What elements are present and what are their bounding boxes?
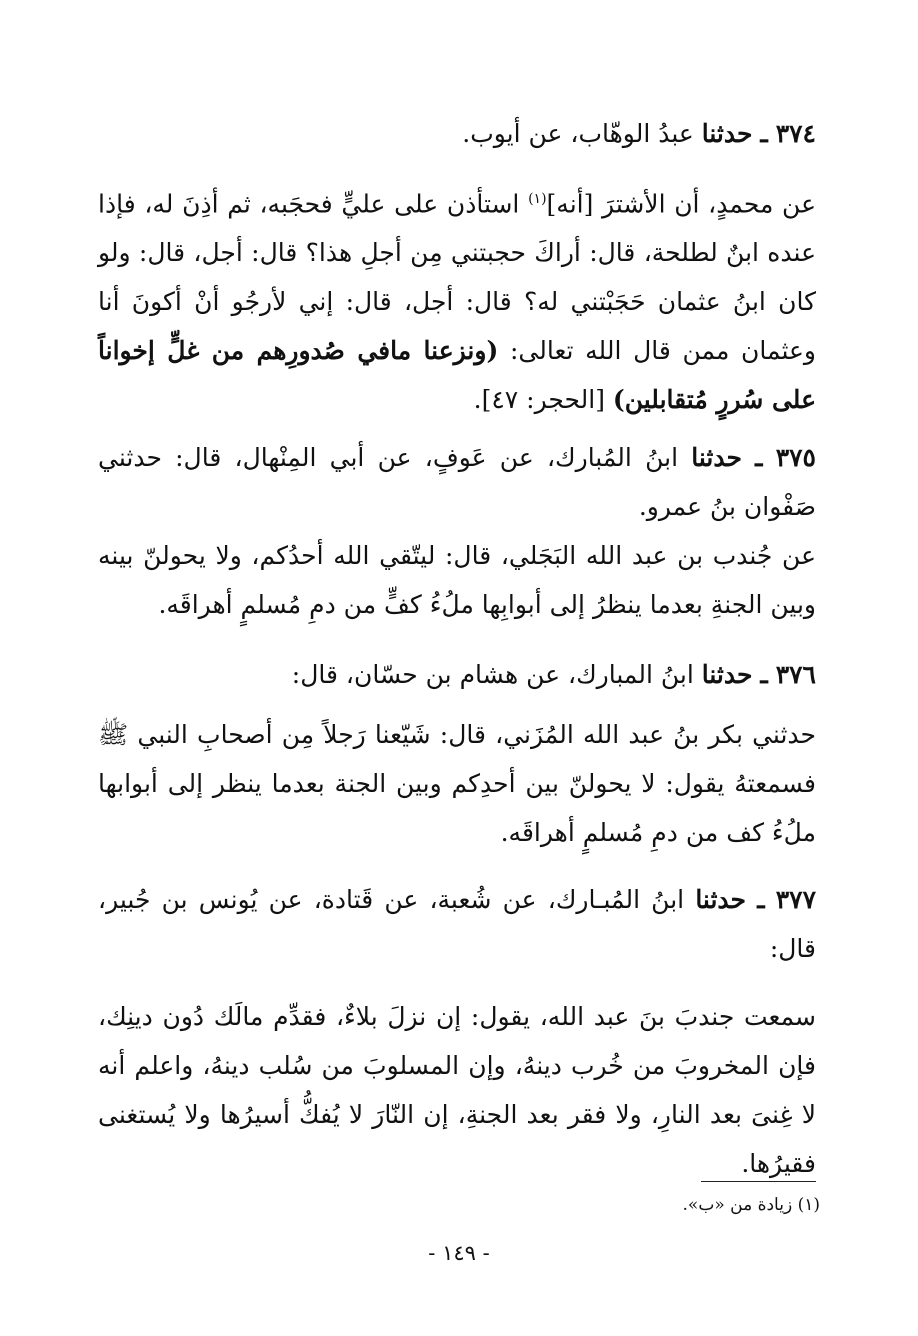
hadith-376-text: حدثني بكر بنُ عبد الله المُزَني، قال: شَيّعنا رَجلاً مِن أصحابِ النبي ﷺ فسمعتهُ يقول: لا يحولنّ بين أحدِكم وبين الجنة بعدما ينظر إلى أبوابها ملُءُ كف من دمِ مُسلمٍ أهراقَه. [98,720,816,847]
hadith-375-text: عن جُندب بن عبد الله البَجَلي، قال: ليتّقي الله أحدُكم، ولا يحولنّ بينه وبين الجنةِ بعدما ينظرُ إلى أبوابِها ملُءُ كفٍّ من دمِ مُسلمٍ أهراقَه. [98,541,816,619]
matn-part-2: استأذن على عليٍّ فحجَبه، ثم أذِنَ له، فإذا عنده ابنٌ لطلحة، قال: أراكَ حجبتني مِن أجلِ هذا؟ قال: أجل، قال: ولو كان ابنُ عثمان حَجَبْتني له؟ قال: أجل، قال: إني لأرجُو أنْ أكونَ أنا وعثمان ممن قال الله تعالى: [98,189,816,366]
footnote: (١) زيادة من «ب». [682,1195,820,1215]
hadith-number: ٣٧٧ [775,885,817,914]
page-number: - ١٤٩ - [428,1241,490,1265]
hadith-number: ٣٧٥ [775,443,816,472]
isnad-chain: عبدُ الوهّاب، عن أيوب. [462,119,694,148]
hadith-number: ٣٧٦ [775,660,816,689]
isnad-chain: ابنُ المُبـارك، عن شُعبة، عن قَتادة، عن يُونس بن جُبير، قال: [98,885,816,963]
footnote-marker: (١) [528,191,547,207]
hadith-376-heading [98,650,816,699]
hadith-dash: ـ [757,885,765,914]
hadith-dash: ـ [760,119,768,148]
hadith-374-text [98,175,816,424]
hadith-377-text: سمعت جندبَ بنَ عبد الله، يقول: إن نزلَ بلاءٌ، فقدِّم مالَك دُون دينِك، فإن المخروبَ من خُرب دينهُ، وإن المسلوبَ من سُلب دينهُ، واعلم أنه لا غِنىَ بعد النارِ، ولا فقر بعد الجنةِ، إن النّارَ لا يُفكُّ أسيرُها ولا يُستغنى فقيرُها. [98,1002,816,1178]
hadith-377-heading [98,875,816,973]
hadith-375-heading [98,433,816,531]
matn-part-1: عن محمدٍ، أن الأشترَ [أنه] [546,189,816,219]
quran-verse: (ونزعنا مافي صُدورِهم من غلٍّ إخواناً على سُررٍ مُتقابلين) [98,336,816,415]
verse-reference: [الحجر: ٤٧]. [473,385,613,415]
isnad-chain: ابنُ المُبارك، عن عَوفٍ، عن أبي المِنْهال، قال: حدثني صَفْوان بنُ عمرو. [98,443,816,521]
footnote-divider [701,1181,816,1182]
hadith-374-heading [98,109,816,158]
haddathana-word: حدثنا [691,443,742,472]
haddathana-word: حدثنا [701,119,753,148]
hadith-dash: ـ [755,443,763,472]
haddathana-word: حدثنا [695,885,747,914]
hadith-number: ٣٧٤ [775,119,816,148]
haddathana-word: حدثنا [701,660,753,689]
hadith-dash: ـ [760,660,768,689]
isnad-chain: ابنُ المبارك، عن هشام بن حسّان، قال: [291,660,694,689]
